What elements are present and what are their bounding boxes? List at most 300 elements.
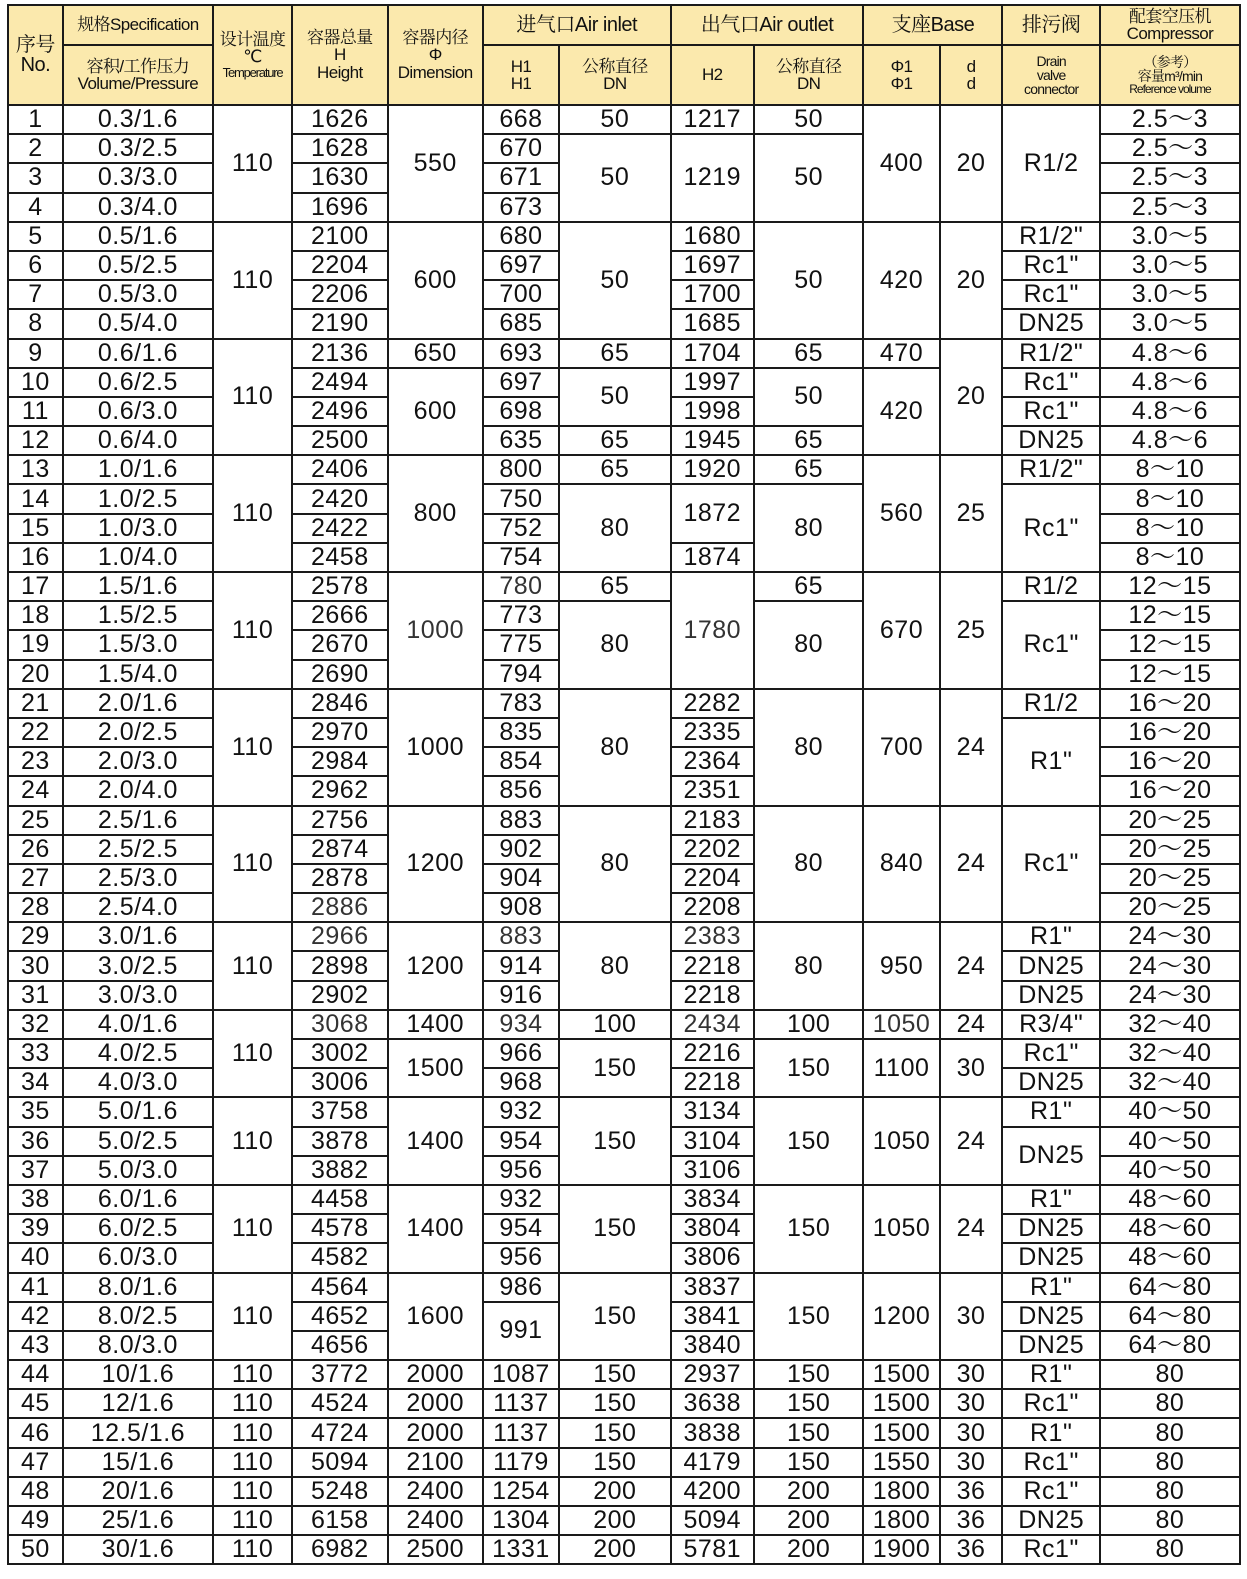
cell-outlet-h2: 2218 [671,951,754,980]
cell-temp: 110 [213,922,292,1010]
cell-compressor: 48～60 [1100,1214,1240,1243]
cell-drain: DN25 [1002,1302,1099,1331]
table-row [8,1097,1240,1126]
cell-compressor: 64～80 [1100,1273,1240,1302]
cell-base-phi1: 1900 [863,1535,939,1564]
cell-inlet-h1: 693 [483,339,559,368]
cell-compressor: 4.8～6 [1100,368,1240,397]
cell-inlet-h1: 773 [483,601,559,630]
table-row [8,572,1240,601]
cell-height: 6982 [292,1535,387,1564]
cell-no: 6 [8,251,63,280]
cell-height: 2206 [292,280,387,309]
cell-height: 2458 [292,543,387,572]
cell-base-phi1: 1050 [863,1097,939,1185]
cell-base-d: 24 [940,922,1003,1010]
cell-outlet-h2: 3806 [671,1243,754,1272]
cell-diameter: 2100 [388,1448,483,1477]
cell-compressor: 32～40 [1100,1068,1240,1097]
cell-compressor: 20～25 [1100,864,1240,893]
cell-temp: 110 [213,1448,292,1477]
cell-diameter: 1600 [388,1273,483,1361]
header-d [940,45,1003,105]
cell-spec: 5.0/1.6 [63,1097,213,1126]
cell-height: 1626 [292,105,387,134]
cell-outlet-dn: 150 [754,1360,864,1389]
header-comp-ref [1100,45,1240,105]
cell-height: 4578 [292,1214,387,1243]
cell-spec: 1.0/4.0 [63,543,213,572]
cell-base-d: 24 [940,806,1003,923]
cell-temp: 110 [213,1010,292,1098]
cell-outlet-h2: 2208 [671,893,754,922]
cell-height: 2756 [292,806,387,835]
cell-outlet-h2: 1704 [671,339,754,368]
cell-inlet-h1: 783 [483,689,559,718]
cell-compressor: 8～10 [1100,514,1240,543]
cell-outlet-dn: 65 [754,426,864,455]
cell-spec: 3.0/1.6 [63,922,213,951]
cell-drain: R1" [1002,1097,1099,1126]
cell-height: 5094 [292,1448,387,1477]
cell-no: 39 [8,1214,63,1243]
cell-outlet-h2: 1697 [671,251,754,280]
cell-base-phi1: 1200 [863,1273,939,1361]
cell-outlet-h2: 2204 [671,864,754,893]
cell-height: 2578 [292,572,387,601]
cell-inlet-h1: 697 [483,251,559,280]
cell-outlet-h2: 2218 [671,981,754,1010]
cell-compressor: 32～40 [1100,1039,1240,1068]
header-volume-pressure [63,45,213,105]
cell-compressor: 12～15 [1100,601,1240,630]
cell-inlet-h1: 914 [483,951,559,980]
cell-spec: 3.0/3.0 [63,981,213,1010]
cell-compressor: 2.5～3 [1100,193,1240,222]
cell-spec: 12.5/1.6 [63,1418,213,1447]
cell-no: 44 [8,1360,63,1389]
cell-base-d: 30 [940,1039,1003,1097]
cell-diameter: 1500 [388,1039,483,1097]
cell-compressor: 3.0～5 [1100,251,1240,280]
cell-outlet-h2: 1219 [671,134,754,222]
cell-inlet-h1: 883 [483,806,559,835]
cell-spec: 0.3/3.0 [63,163,213,192]
cell-height: 2984 [292,747,387,776]
cell-inlet-h1: 856 [483,776,559,805]
cell-outlet-dn: 150 [754,1448,864,1477]
cell-compressor: 48～60 [1100,1185,1240,1214]
cell-inlet-h1: 670 [483,134,559,163]
cell-base-d: 30 [940,1448,1003,1477]
cell-temp: 110 [213,1418,292,1447]
cell-base-phi1: 700 [863,689,939,806]
cell-no: 25 [8,806,63,835]
cell-outlet-dn: 65 [754,455,864,484]
cell-outlet-h2: 3834 [671,1185,754,1214]
cell-inlet-h1: 752 [483,514,559,543]
cell-outlet-h2: 3840 [671,1331,754,1360]
cell-diameter: 650 [388,339,483,368]
cell-no: 38 [8,1185,63,1214]
header-no-cn: 序号 [15,33,55,56]
cell-no: 1 [8,105,63,134]
cell-compressor: 4.8～6 [1100,339,1240,368]
cell-inlet-dn: 150 [559,1097,671,1185]
cell-inlet-h1: 685 [483,309,559,338]
cell-drain: Rc1" [1002,601,1099,689]
cell-spec: 0.3/1.6 [63,105,213,134]
cell-spec: 20/1.6 [63,1477,213,1506]
table-row [8,1477,1240,1506]
cell-spec: 2.5/2.5 [63,835,213,864]
cell-inlet-dn: 150 [559,1360,671,1389]
cell-height: 2874 [292,835,387,864]
cell-no: 49 [8,1506,63,1535]
cell-height: 2966 [292,922,387,951]
cell-inlet-h1: 932 [483,1097,559,1126]
cell-outlet-h2: 1997 [671,368,754,397]
cell-compressor: 12～15 [1100,660,1240,689]
cell-outlet-h2: 2383 [671,922,754,951]
cell-spec: 2.5/4.0 [63,893,213,922]
cell-inlet-dn: 50 [559,134,671,222]
header-height-sym: H [333,45,346,65]
cell-drain: Rc1" [1002,484,1099,572]
cell-height: 3772 [292,1360,387,1389]
cell-drain: DN25 [1002,1127,1099,1185]
cell-no: 26 [8,835,63,864]
cell-compressor: 24～30 [1100,951,1240,980]
header-temp-en: Temperature [222,64,283,80]
cell-spec: 1.5/4.0 [63,660,213,689]
cell-spec: 2.0/2.5 [63,718,213,747]
cell-base-d: 24 [940,1010,1003,1039]
cell-no: 28 [8,893,63,922]
cell-base-d: 30 [940,1418,1003,1447]
table-body [8,105,1240,1564]
cell-inlet-dn: 80 [559,689,671,806]
cell-outlet-h2: 2216 [671,1039,754,1068]
header-temp-unit: ℃ [243,47,262,67]
cell-temp: 110 [213,1477,292,1506]
cell-height: 4656 [292,1331,387,1360]
cell-outlet-h2: 1998 [671,397,754,426]
cell-base-d: 20 [940,339,1003,456]
header-da: d [966,56,976,76]
cell-spec: 0.6/2.5 [63,368,213,397]
header-drain-en [1002,45,1099,105]
cell-no: 48 [8,1477,63,1506]
cell-drain: R1" [1002,1185,1099,1214]
cell-outlet-h2: 4200 [671,1477,754,1506]
table-header [8,5,1240,105]
cell-outlet-dn: 150 [754,1039,864,1097]
cell-outlet-h2: 1872 [671,484,754,542]
cell-outlet-dn: 80 [754,806,864,923]
cell-inlet-dn: 50 [559,105,671,134]
cell-compressor: 80 [1100,1389,1240,1418]
cell-compressor: 24～30 [1100,981,1240,1010]
cell-drain: R1" [1002,718,1099,806]
cell-inlet-dn: 65 [559,455,671,484]
cell-drain: R1/2" [1002,455,1099,484]
cell-inlet-h1: 1137 [483,1418,559,1447]
cell-drain: DN25 [1002,1506,1099,1535]
cell-no: 21 [8,689,63,718]
table-row [8,455,1240,484]
cell-temp: 110 [213,339,292,456]
cell-base-phi1: 1050 [863,1185,939,1273]
header-dia-en: Dimension [397,62,473,82]
cell-outlet-dn: 80 [754,922,864,1010]
cell-diameter: 2000 [388,1418,483,1447]
header-vp-en: Volume/Pressure [77,74,199,93]
cell-height: 1696 [292,193,387,222]
cell-compressor: 40～50 [1100,1097,1240,1126]
cell-drain: DN25 [1002,951,1099,980]
cell-inlet-h1: 968 [483,1068,559,1097]
cell-outlet-dn: 150 [754,1273,864,1361]
cell-outlet-h2: 4179 [671,1448,754,1477]
cell-no: 50 [8,1535,63,1564]
cell-height: 6158 [292,1506,387,1535]
cell-outlet-dn: 150 [754,1185,864,1273]
cell-inlet-h1: 794 [483,660,559,689]
cell-outlet-h2: 5781 [671,1535,754,1564]
cell-inlet-dn: 200 [559,1477,671,1506]
cell-height: 3758 [292,1097,387,1126]
cell-height: 2878 [292,864,387,893]
cell-inlet-dn: 50 [559,222,671,339]
cell-inlet-dn: 65 [559,426,671,455]
cell-inlet-h1: 902 [483,835,559,864]
cell-outlet-dn: 50 [754,105,864,134]
cell-compressor: 8～10 [1100,484,1240,513]
cell-drain: R1/2" [1002,222,1099,251]
cell-spec: 2.0/4.0 [63,776,213,805]
cell-compressor: 40～50 [1100,1127,1240,1156]
cell-height: 4564 [292,1273,387,1302]
cell-no: 18 [8,601,63,630]
header-phi1a: Φ1 [890,56,913,76]
cell-compressor: 80 [1100,1506,1240,1535]
cell-outlet-h2: 1945 [671,426,754,455]
cell-no: 15 [8,514,63,543]
spec-table-container [7,4,1241,1565]
cell-spec: 0.6/1.6 [63,339,213,368]
cell-height: 2666 [292,601,387,630]
cell-temp: 110 [213,1360,292,1389]
cell-inlet-h1: 908 [483,893,559,922]
table-row [8,484,1240,513]
cell-compressor: 20～25 [1100,835,1240,864]
cell-inlet-h1: 991 [483,1302,559,1360]
cell-compressor: 80 [1100,1418,1240,1447]
cell-no: 5 [8,222,63,251]
cell-compressor: 80 [1100,1477,1240,1506]
cell-spec: 30/1.6 [63,1535,213,1564]
cell-inlet-dn: 80 [559,601,671,689]
cell-compressor: 20～25 [1100,806,1240,835]
cell-height: 2422 [292,514,387,543]
cell-no: 7 [8,280,63,309]
cell-spec: 5.0/3.0 [63,1156,213,1185]
cell-base-phi1: 1100 [863,1039,939,1097]
cell-no: 22 [8,718,63,747]
cell-drain: DN25 [1002,309,1099,338]
cell-outlet-dn: 150 [754,1418,864,1447]
cell-no: 33 [8,1039,63,1068]
table-row [8,1273,1240,1302]
cell-compressor: 64～80 [1100,1302,1240,1331]
table-row [8,339,1240,368]
cell-outlet-h2: 2937 [671,1360,754,1389]
cell-outlet-dn: 65 [754,572,864,601]
cell-height: 2100 [292,222,387,251]
header-comp-ref-cn: （参考） [1143,53,1197,70]
table-row [8,922,1240,951]
cell-inlet-h1: 680 [483,222,559,251]
cell-spec: 0.5/1.6 [63,222,213,251]
header-comp-en: Compressor [1126,24,1214,43]
cell-drain: R1/2 [1002,105,1099,222]
cell-outlet-h2: 2183 [671,806,754,835]
cell-compressor: 80 [1100,1360,1240,1389]
header-phi1b: Φ1 [890,74,913,93]
cell-no: 10 [8,368,63,397]
cell-spec: 0.6/3.0 [63,397,213,426]
cell-no: 41 [8,1273,63,1302]
cell-drain: Rc1" [1002,397,1099,426]
header-outlet-dn [754,45,864,105]
cell-compressor: 4.8～6 [1100,397,1240,426]
cell-drain: R3/4" [1002,1010,1099,1039]
cell-compressor: 24～30 [1100,922,1240,951]
cell-outlet-h2: 1217 [671,105,754,134]
cell-outlet-dn: 50 [754,222,864,339]
cell-inlet-dn: 50 [559,368,671,426]
cell-spec: 6.0/1.6 [63,1185,213,1214]
cell-spec: 2.0/1.6 [63,689,213,718]
table-row [8,1389,1240,1418]
cell-diameter: 1400 [388,1097,483,1185]
cell-height: 4458 [292,1185,387,1214]
header-dn2-cn: 公称直径 [775,56,842,76]
cell-height: 2962 [292,776,387,805]
cell-drain: R1" [1002,1360,1099,1389]
header-diameter [388,5,483,105]
table-row [8,1535,1240,1564]
header-height-cn: 容器总量 [307,28,373,47]
cell-temp: 110 [213,1185,292,1273]
cell-temp: 110 [213,1535,292,1564]
cell-base-phi1: 1050 [863,1010,939,1039]
cell-drain: R1/2" [1002,339,1099,368]
cell-spec: 1.5/3.0 [63,630,213,659]
cell-outlet-dn: 50 [754,368,864,426]
table-row [8,1448,1240,1477]
header-dia-cn: 容器内径 [402,28,469,47]
table-row [8,105,1240,134]
cell-base-phi1: 400 [863,105,939,222]
cell-height: 4652 [292,1302,387,1331]
cell-inlet-dn: 80 [559,922,671,1010]
cell-height: 3878 [292,1127,387,1156]
cell-outlet-dn: 80 [754,484,864,572]
cell-outlet-dn: 200 [754,1535,864,1564]
cell-outlet-h2: 3837 [671,1273,754,1302]
table-row [8,689,1240,718]
cell-drain: Rc1" [1002,1039,1099,1068]
cell-inlet-h1: 1331 [483,1535,559,1564]
cell-inlet-h1: 697 [483,368,559,397]
cell-drain: DN25 [1002,1331,1099,1360]
cell-compressor: 40～50 [1100,1156,1240,1185]
cell-compressor: 80 [1100,1448,1240,1477]
header-drain-en2: valve [1036,66,1066,83]
cell-inlet-dn: 100 [559,1010,671,1039]
cell-compressor: 8～10 [1100,455,1240,484]
cell-inlet-h1: 775 [483,630,559,659]
cell-base-phi1: 470 [863,339,939,368]
table-row [8,426,1240,455]
cell-diameter: 1200 [388,806,483,923]
cell-diameter: 2000 [388,1360,483,1389]
cell-diameter: 600 [388,222,483,339]
cell-outlet-h2: 1780 [671,572,754,689]
header-vp-cn: 容积/工作压力 [86,56,190,76]
cell-inlet-h1: 1087 [483,1360,559,1389]
cell-diameter: 550 [388,105,483,222]
cell-outlet-dn: 150 [754,1097,864,1185]
cell-no: 9 [8,339,63,368]
cell-drain: Rc1" [1002,251,1099,280]
cell-inlet-h1: 635 [483,426,559,455]
cell-outlet-dn: 50 [754,134,864,222]
cell-spec: 8.0/2.5 [63,1302,213,1331]
cell-compressor: 2.5～3 [1100,163,1240,192]
cell-outlet-dn: 65 [754,339,864,368]
cell-inlet-h1: 1137 [483,1389,559,1418]
cell-spec: 2.0/3.0 [63,747,213,776]
cell-base-d: 20 [940,105,1003,222]
cell-drain: R1/2 [1002,572,1099,601]
cell-temp: 110 [213,222,292,339]
header-no [8,5,63,105]
cell-base-d: 20 [940,222,1003,339]
cell-spec: 4.0/2.5 [63,1039,213,1068]
table-row [8,1506,1240,1535]
header-h1a: H1 [510,56,532,76]
cell-inlet-dn: 150 [559,1418,671,1447]
cell-spec: 5.0/2.5 [63,1127,213,1156]
cell-drain: DN25 [1002,1243,1099,1272]
cell-diameter: 1000 [388,689,483,806]
cell-outlet-h2: 1874 [671,543,754,572]
cell-no: 35 [8,1097,63,1126]
cell-base-phi1: 1800 [863,1477,939,1506]
cell-outlet-dn: 80 [754,601,864,689]
cell-base-d: 24 [940,1185,1003,1273]
header-base: 支座Base [863,5,1002,45]
cell-inlet-h1: 956 [483,1156,559,1185]
cell-outlet-h2: 3104 [671,1127,754,1156]
cell-inlet-h1: 904 [483,864,559,893]
cell-outlet-h2: 1685 [671,309,754,338]
cell-outlet-dn: 150 [754,1389,864,1418]
cell-base-phi1: 1500 [863,1418,939,1447]
